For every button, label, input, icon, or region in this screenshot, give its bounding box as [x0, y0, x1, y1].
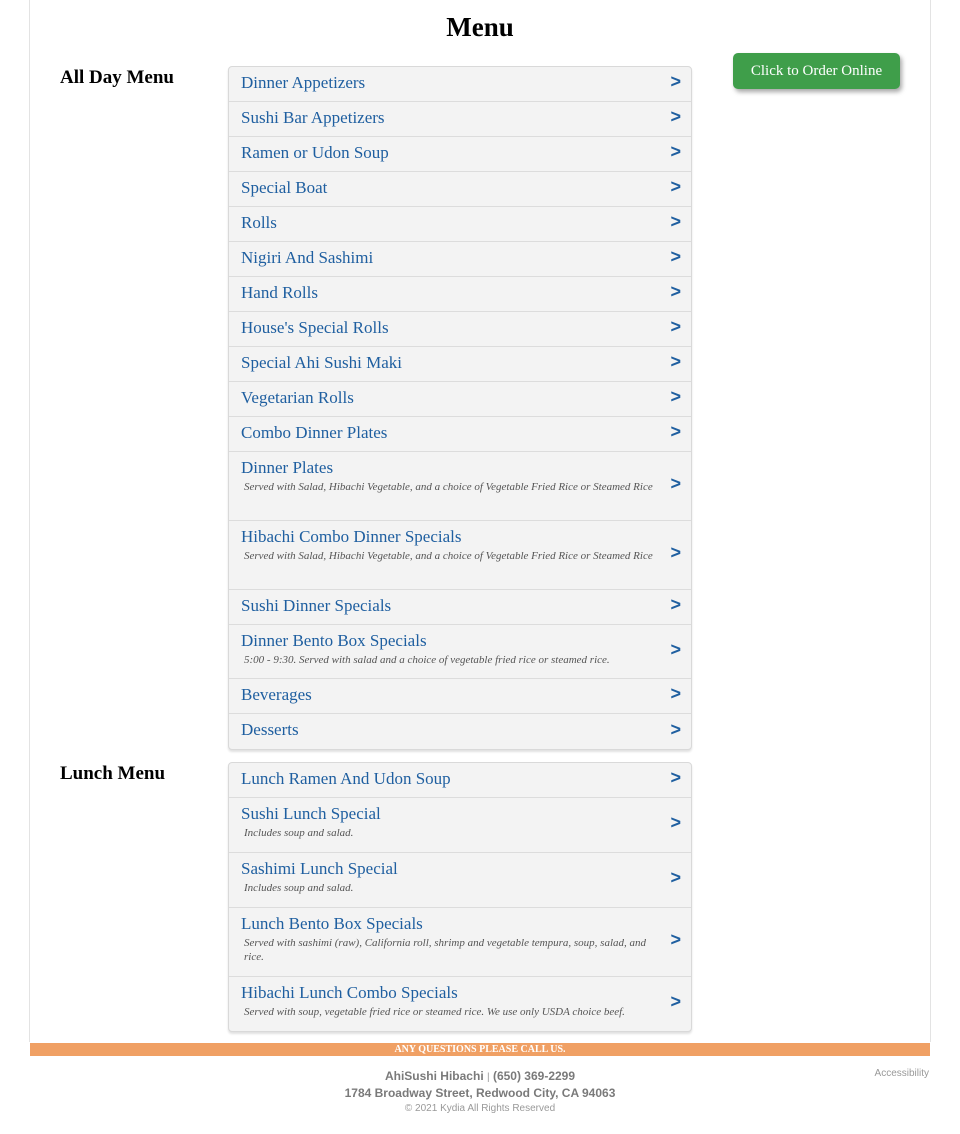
- menu-item-ramen-udon-soup[interactable]: [229, 137, 691, 172]
- menu-item-title: Nigiri And Sashimi: [241, 248, 374, 267]
- menu-item-title: Combo Dinner Plates: [241, 423, 388, 442]
- menu-item-title: House's Special Rolls: [241, 318, 389, 337]
- menu-item-title: Sushi Bar Appetizers: [241, 108, 385, 127]
- menu-item-combo-dinner-plates[interactable]: [229, 417, 691, 452]
- menu-item-vegetarian-rolls[interactable]: [229, 382, 691, 417]
- menu-item-sashimi-lunch-special[interactable]: [229, 853, 691, 908]
- chevron-right-icon: >: [670, 594, 681, 615]
- menu-item-title: Special Ahi Sushi Maki: [241, 353, 403, 372]
- menu-item-title: Ramen or Udon Soup: [241, 143, 389, 162]
- chevron-right-icon: >: [670, 246, 681, 267]
- chevron-right-icon: >: [670, 211, 681, 232]
- order-online-button[interactable]: Click to Order Online: [733, 53, 900, 89]
- lunch-menu-label: Lunch Menu: [60, 763, 166, 784]
- menu-item-nigiri-sashimi[interactable]: [229, 242, 691, 277]
- chevron-right-icon: >: [670, 351, 681, 372]
- chevron-right-icon: >: [670, 991, 681, 1012]
- lunch-menu-list: [228, 762, 692, 1032]
- chevron-right-icon: >: [670, 421, 681, 442]
- chevron-right-icon: >: [670, 106, 681, 127]
- menu-item-title: Lunch Bento Box Specials: [241, 914, 423, 933]
- chevron-right-icon: >: [670, 542, 681, 563]
- menu-item-title: Hibachi Lunch Combo Specials: [241, 983, 458, 1002]
- menu-item-dinner-appetizers[interactable]: [229, 67, 691, 102]
- menu-item-title: Vegetarian Rolls: [241, 388, 354, 407]
- restaurant-address: 1784 Broadway Street, Redwood City, CA 94063: [344, 1086, 616, 1100]
- menu-item-description: Includes soup and salad.: [244, 882, 354, 894]
- rights-reserved: All Rights Reserved: [467, 1103, 556, 1114]
- chevron-right-icon: >: [670, 71, 681, 92]
- menu-item-description: Served with Salad, Hibachi Vegetable, and a choice of Vegetable Fried Rice or Steamed Rice: [244, 481, 653, 493]
- menu-item-title: Sushi Lunch Special: [241, 804, 381, 823]
- menu-item-title: Sushi Dinner Specials: [241, 596, 392, 615]
- copyright: [0, 1102, 960, 1116]
- chevron-right-icon: >: [670, 281, 681, 302]
- chevron-right-icon: >: [670, 638, 681, 659]
- chevron-right-icon: >: [670, 386, 681, 407]
- menu-item-sushi-lunch-special[interactable]: [229, 798, 691, 853]
- chevron-right-icon: >: [670, 316, 681, 337]
- menu-item-hand-rolls[interactable]: [229, 277, 691, 312]
- all-day-menu-list: [228, 66, 692, 750]
- menu-item-hibachi-combo-dinner-specials[interactable]: [229, 521, 691, 590]
- kydia-link[interactable]: Kydia: [440, 1103, 466, 1114]
- menu-item-sushi-dinner-specials[interactable]: [229, 590, 691, 625]
- menu-item-title: Special Boat: [241, 178, 328, 197]
- restaurant-name: AhiSushi Hibachi: [384, 1069, 484, 1083]
- menu-item-title: Lunch Ramen And Udon Soup: [241, 769, 451, 788]
- call-us-banner: ANY QUESTIONS PLEASE CALL US.: [30, 1043, 930, 1056]
- all-day-menu-label: All Day Menu: [60, 67, 174, 88]
- footer: [0, 1068, 960, 1116]
- menu-item-description: 5:00 - 9:30. Served with salad and a choice of vegetable fried rice or steamed rice.: [244, 654, 610, 666]
- accessibility-link[interactable]: Accessibility: [874, 1068, 929, 1079]
- menu-item-title: Dinner Plates: [241, 458, 334, 477]
- menu-item-title: Desserts: [241, 720, 299, 739]
- menu-item-description: Includes soup and salad.: [244, 827, 354, 839]
- menu-item-special-ahi-sushi-maki[interactable]: [229, 347, 691, 382]
- chevron-right-icon: >: [670, 683, 681, 704]
- chevron-right-icon: >: [670, 141, 681, 162]
- menu-item-title: Rolls: [241, 213, 277, 232]
- menu-item-lunch-ramen-udon-soup[interactable]: [229, 763, 691, 798]
- menu-item-hibachi-lunch-combo-specials[interactable]: [229, 977, 691, 1031]
- menu-item-lunch-bento-box-specials[interactable]: [229, 908, 691, 977]
- menu-item-title: Dinner Appetizers: [241, 73, 366, 92]
- phone-link[interactable]: (650) 369-2299: [492, 1069, 576, 1083]
- copyright-year: © 2021: [404, 1103, 438, 1114]
- chevron-right-icon: >: [670, 767, 681, 788]
- page-title: Menu: [446, 12, 514, 42]
- menu-item-description: Served with soup, vegetable fried rice or steamed rice. We use only USDA choice beef.: [244, 1006, 625, 1018]
- menu-item-description: Served with sashimi (raw), California roll, shrimp and vegetable tempura, soup, salad, and rice.: [244, 937, 646, 963]
- menu-item-desserts[interactable]: [229, 714, 691, 749]
- menu-item-sushi-bar-appetizers[interactable]: [229, 102, 691, 137]
- menu-item-dinner-plates[interactable]: [229, 452, 691, 521]
- menu-item-title: Dinner Bento Box Specials: [241, 631, 427, 650]
- menu-item-house-special-rolls[interactable]: [229, 312, 691, 347]
- footer-contact: [0, 1068, 960, 1086]
- menu-item-special-boat[interactable]: [229, 172, 691, 207]
- menu-item-title: Hibachi Combo Dinner Specials: [241, 527, 462, 546]
- chevron-right-icon: >: [670, 718, 681, 739]
- chevron-right-icon: >: [670, 176, 681, 197]
- menu-item-title: Sashimi Lunch Special: [241, 859, 398, 878]
- chevron-right-icon: >: [670, 473, 681, 494]
- menu-item-title: Hand Rolls: [241, 283, 318, 302]
- menu-item-description: Served with Salad, Hibachi Vegetable, and a choice of Vegetable Fried Rice or Steamed Rice: [244, 550, 653, 562]
- menu-item-title: Beverages: [241, 685, 312, 704]
- chevron-right-icon: >: [670, 812, 681, 833]
- footer-separator: |: [487, 1072, 490, 1083]
- chevron-right-icon: >: [670, 867, 681, 888]
- chevron-right-icon: >: [670, 929, 681, 950]
- menu-item-dinner-bento-box-specials[interactable]: [229, 625, 691, 679]
- menu-item-rolls[interactable]: [229, 207, 691, 242]
- menu-item-beverages[interactable]: [229, 679, 691, 714]
